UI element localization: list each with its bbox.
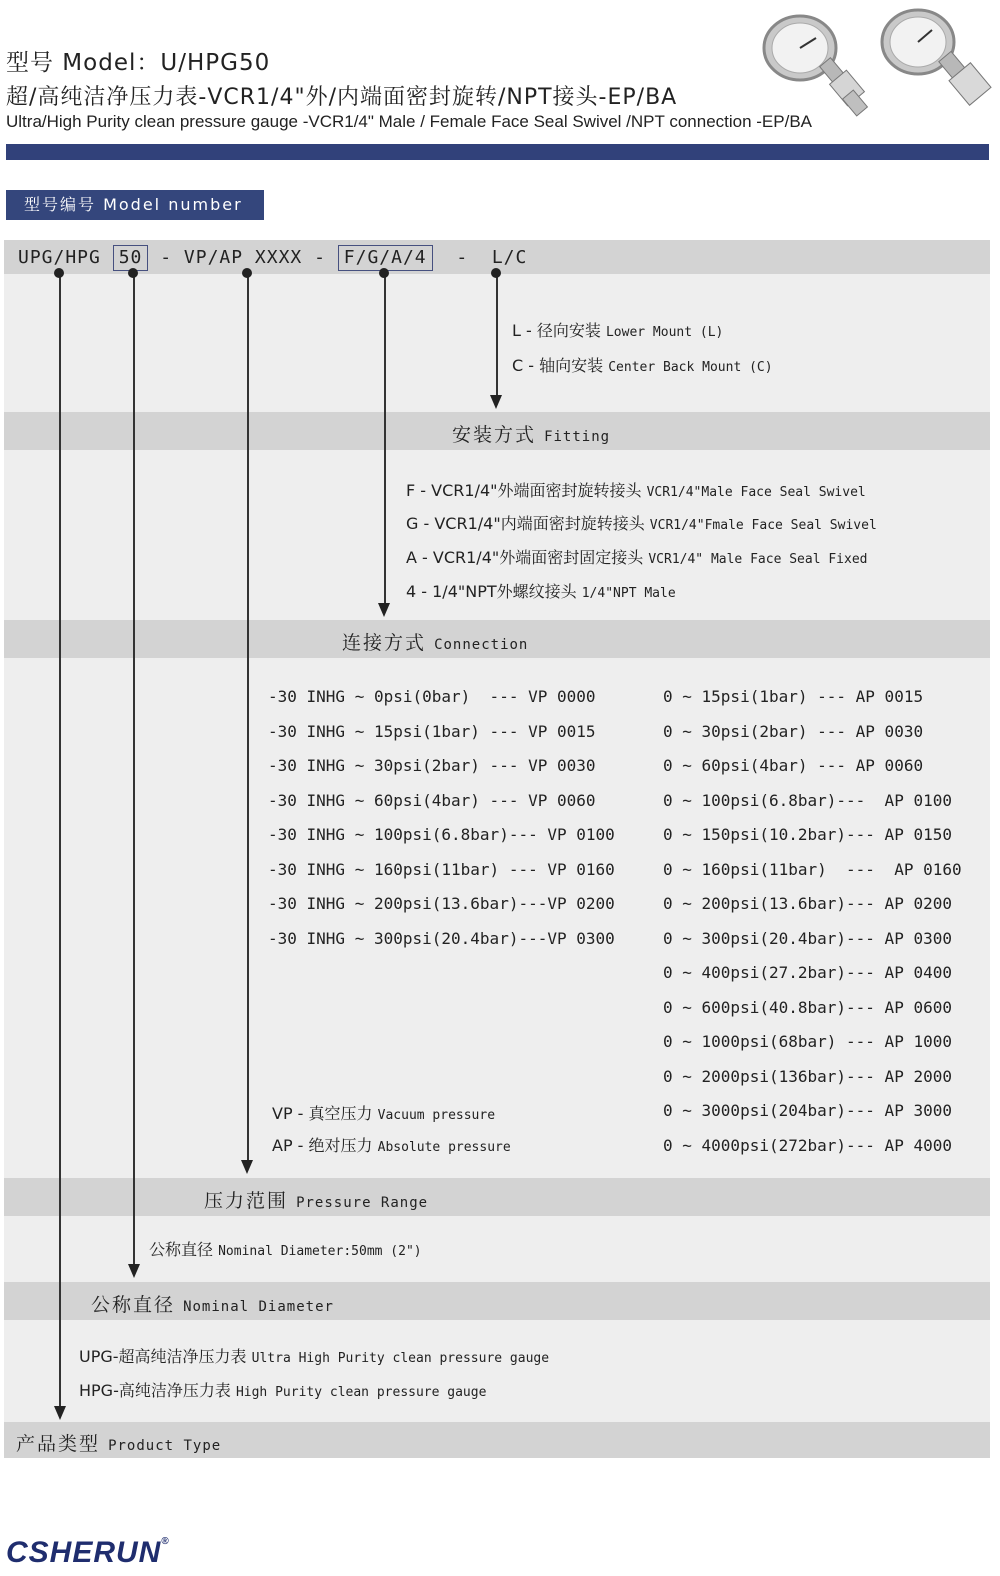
arrow-diameter	[128, 1264, 140, 1278]
pressure-band	[4, 1178, 990, 1216]
model-code: UPG/HPG 50 - VP/AP XXXX - F/G/A/4 - L/C	[18, 245, 527, 271]
connector-pressure	[247, 273, 249, 1163]
connector-dot	[379, 268, 389, 278]
connector-dot	[54, 268, 64, 278]
fitting-item-lower: L - 径向安装 Lower Mount (L)	[512, 321, 724, 340]
gauge-male-image	[752, 8, 872, 120]
connector-fitting	[496, 273, 498, 397]
ap-range-row: 0 ~ 2000psi(136bar)--- AP 2000	[663, 1067, 952, 1086]
model-number-tab: 型号编号 Model number	[6, 190, 264, 220]
ap-range-row: 0 ~ 300psi(20.4bar)--- AP 0300	[663, 929, 952, 948]
vp-range-row: -30 INHG ~ 200psi(13.6bar)---VP 0200	[268, 894, 615, 913]
product-header: 产品类型 Product Type	[16, 1433, 222, 1455]
ap-range-row: 0 ~ 60psi(4bar) --- AP 0060	[663, 756, 924, 775]
ap-range-row: 0 ~ 3000psi(204bar)--- AP 3000	[663, 1101, 952, 1120]
connection-header: 连接方式 Connection	[342, 632, 529, 654]
connector-dot	[491, 268, 501, 278]
ap-range-row: 0 ~ 150psi(10.2bar)--- AP 0150	[663, 825, 952, 844]
diameter-code-box: 50	[113, 245, 149, 271]
connection-item-g: G - VCR1/4"内端面密封旋转接头 VCR1/4"Fmale Face Seal Swivel	[406, 514, 877, 533]
ap-range-row: 0 ~ 400psi(27.2bar)--- AP 0400	[663, 963, 952, 982]
legend-ap: AP - 绝对压力 Absolute pressure	[272, 1136, 511, 1155]
vp-range-row: -30 INHG ~ 15psi(1bar) --- VP 0015	[268, 722, 596, 741]
vp-range-row: -30 INHG ~ 30psi(2bar) --- VP 0030	[268, 756, 596, 775]
arrow-fitting	[490, 395, 502, 409]
ap-range-row: 0 ~ 4000psi(272bar)--- AP 4000	[663, 1136, 952, 1155]
connection-item-a: A - VCR1/4"外端面密封固定接头 VCR1/4" Male Face Seal Fixed	[406, 548, 868, 567]
vp-range-row: -30 INHG ~ 160psi(11bar) --- VP 0160	[268, 860, 615, 879]
connector-dot	[128, 268, 138, 278]
title-english: Ultra/High Purity clean pressure gauge -VCR1/4" Male / Female Face Seal Swivel /NPT connection -EP/BA	[6, 112, 813, 131]
vp-range-row: -30 INHG ~ 60psi(4bar) --- VP 0060	[268, 791, 596, 810]
connector-product	[59, 273, 61, 1413]
connection-code-box: F/G/A/4	[338, 245, 433, 271]
arrow-product	[54, 1406, 66, 1420]
connection-item-4: 4 - 1/4"NPT外螺纹接头 1/4"NPT Male	[406, 582, 676, 601]
gauge-female-image	[874, 4, 994, 114]
title-divider-bar	[6, 144, 989, 160]
ap-range-row: 0 ~ 30psi(2bar) --- AP 0030	[663, 722, 924, 741]
fitting-header: 安装方式 Fitting	[452, 424, 611, 446]
vp-range-row: -30 INHG ~ 100psi(6.8bar)--- VP 0100	[268, 825, 615, 844]
connector-connection	[384, 273, 386, 605]
ap-range-row: 0 ~ 200psi(13.6bar)--- AP 0200	[663, 894, 952, 913]
arrow-connection	[378, 603, 390, 617]
connector-diameter	[133, 273, 135, 1269]
legend-vp: VP - 真空压力 Vacuum pressure	[272, 1104, 496, 1123]
fitting-item-center: C - 轴向安装 Center Back Mount (C)	[512, 356, 773, 375]
arrow-pressure	[241, 1160, 253, 1174]
ap-range-row: 0 ~ 160psi(11bar) --- AP 0160	[663, 860, 962, 879]
vp-range-row: -30 INHG ~ 300psi(20.4bar)---VP 0300	[268, 929, 615, 948]
product-item-hpg: HPG-高纯洁净压力表 High Purity clean pressure gauge	[79, 1381, 487, 1400]
brand-logo: CSHERUN®	[6, 1536, 170, 1569]
ap-range-row: 0 ~ 1000psi(68bar) --- AP 1000	[663, 1032, 952, 1051]
diameter-item: 公称直径 Nominal Diameter:50mm (2")	[149, 1240, 422, 1259]
diameter-header: 公称直径 Nominal Diameter	[91, 1294, 334, 1316]
product-item-upg: UPG-超高纯洁净压力表 Ultra High Purity clean pressure gauge	[79, 1347, 550, 1366]
title-chinese: 超/高纯洁净压力表-VCR1/4"外/内端面密封旋转/NPT接头-EP/BA	[6, 85, 678, 110]
ap-range-row: 0 ~ 100psi(6.8bar)--- AP 0100	[663, 791, 952, 810]
ap-range-row: 0 ~ 15psi(1bar) --- AP 0015	[663, 687, 924, 706]
ap-range-row: 0 ~ 600psi(40.8bar)--- AP 0600	[663, 998, 952, 1017]
vp-range-row: -30 INHG ~ 0psi(0bar) --- VP 0000	[268, 687, 596, 706]
connection-item-f: F - VCR1/4"外端面密封旋转接头 VCR1/4"Male Face Seal Swivel	[406, 481, 866, 500]
title-model: 型号 Model：U/HPG50	[6, 50, 271, 76]
pressure-header: 压力范围 Pressure Range	[204, 1190, 429, 1212]
connector-dot	[242, 268, 252, 278]
